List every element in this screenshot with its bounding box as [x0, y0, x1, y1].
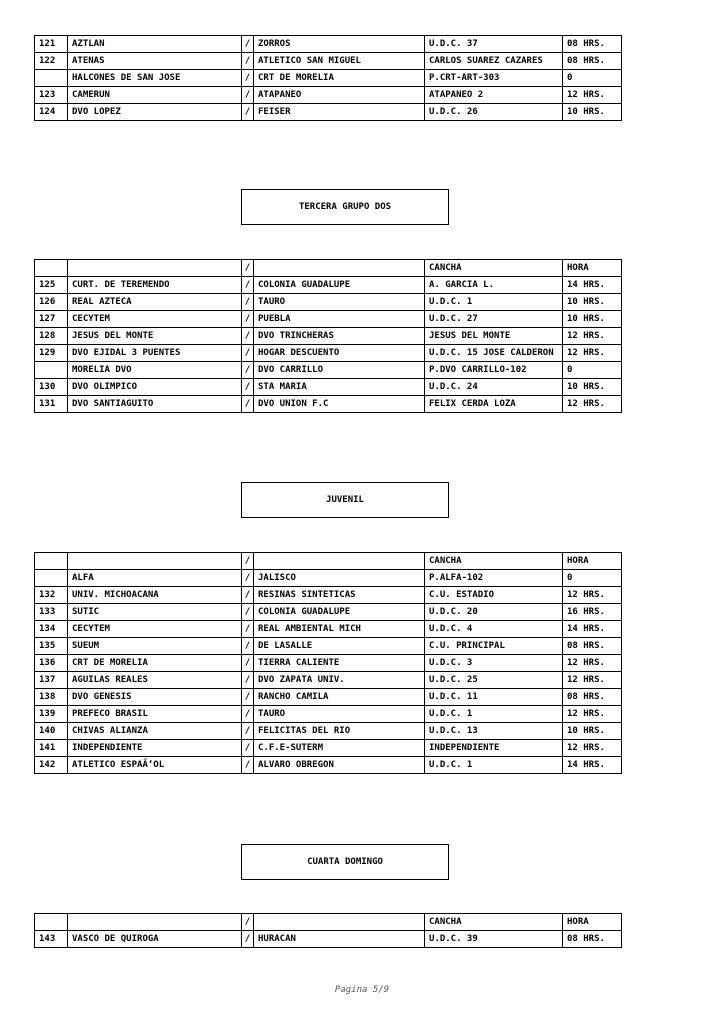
- match-table-continuation: [34, 35, 622, 121]
- table-body: [35, 36, 622, 121]
- table-row: [35, 53, 622, 70]
- home-team: JESUS DEL MONTE: [68, 328, 242, 345]
- home-team: DVO OLIMPICO: [68, 379, 242, 396]
- table-row: [35, 294, 622, 311]
- kickoff-time: 14 HRS.: [563, 757, 622, 774]
- table-row: [35, 672, 622, 689]
- home-team: AGUILAS REALES: [68, 672, 242, 689]
- kickoff-time: 10 HRS.: [563, 294, 622, 311]
- kickoff-time: 12 HRS.: [563, 328, 622, 345]
- venue: U.D.C. 27: [425, 311, 563, 328]
- table-row: [35, 757, 622, 774]
- kickoff-time: 0: [563, 362, 622, 379]
- table-row: [35, 104, 622, 121]
- away-team: ATLETICO SAN MIGUEL: [254, 53, 425, 70]
- header-away-team: [254, 914, 425, 931]
- away-team: COLONIA GUADALUPE: [254, 604, 425, 621]
- header-kickoff-time: HORA: [563, 914, 622, 931]
- table-row: [35, 740, 622, 757]
- table-row: [35, 362, 622, 379]
- match-number: [35, 362, 68, 379]
- kickoff-time: 08 HRS.: [563, 53, 622, 70]
- match-number: 133: [35, 604, 68, 621]
- header-home-team: [68, 553, 242, 570]
- venue: U.D.C. 3: [425, 655, 563, 672]
- kickoff-time: 12 HRS.: [563, 672, 622, 689]
- versus-separator: /: [242, 104, 254, 121]
- versus-separator: /: [242, 689, 254, 706]
- section-title-juvenil: JUVENIL: [241, 482, 449, 518]
- table-row: [35, 604, 622, 621]
- match-number: 131: [35, 396, 68, 413]
- table-row: [35, 87, 622, 104]
- match-number: 127: [35, 311, 68, 328]
- table-body: [35, 260, 622, 413]
- venue: P.DVO CARRILLO-102: [425, 362, 563, 379]
- match-number: 135: [35, 638, 68, 655]
- match-number: 139: [35, 706, 68, 723]
- match-number: 142: [35, 757, 68, 774]
- header-venue: CANCHA: [425, 914, 563, 931]
- venue: JESUS DEL MONTE: [425, 328, 563, 345]
- home-team: MORELIA DVO: [68, 362, 242, 379]
- venue: C.U. ESTADIO: [425, 587, 563, 604]
- away-team: PUEBLA: [254, 311, 425, 328]
- away-team: DVO UNION F.C: [254, 396, 425, 413]
- header-match-number: [35, 553, 68, 570]
- table-row: [35, 655, 622, 672]
- away-team: DVO ZAPATA UNIV.: [254, 672, 425, 689]
- away-team: HOGAR DESCUENTO: [254, 345, 425, 362]
- away-team: FEISER: [254, 104, 425, 121]
- kickoff-time: 08 HRS.: [563, 638, 622, 655]
- kickoff-time: 12 HRS.: [563, 396, 622, 413]
- venue: U.D.C. 1: [425, 706, 563, 723]
- venue: U.D.C. 39: [425, 931, 563, 948]
- table-row: [35, 345, 622, 362]
- kickoff-time: 10 HRS.: [563, 311, 622, 328]
- kickoff-time: 12 HRS.: [563, 345, 622, 362]
- match-number: [35, 570, 68, 587]
- venue: U.D.C. 26: [425, 104, 563, 121]
- away-team: JALISCO: [254, 570, 425, 587]
- venue: U.D.C. 20: [425, 604, 563, 621]
- match-number: 137: [35, 672, 68, 689]
- venue: U.D.C. 24: [425, 379, 563, 396]
- match-number: 134: [35, 621, 68, 638]
- header-match-number: [35, 260, 68, 277]
- venue: A. GARCIA L.: [425, 277, 563, 294]
- header-home-team: [68, 260, 242, 277]
- table-row: [35, 723, 622, 740]
- kickoff-time: 10 HRS.: [563, 379, 622, 396]
- away-team: TIERRA CALIENTE: [254, 655, 425, 672]
- home-team: DVO EJIDAL 3 PUENTES: [68, 345, 242, 362]
- kickoff-time: 0: [563, 70, 622, 87]
- home-team: DVO LOPEZ: [68, 104, 242, 121]
- versus-separator: /: [242, 621, 254, 638]
- table-row: [35, 396, 622, 413]
- header-venue: CANCHA: [425, 260, 563, 277]
- versus-separator: /: [242, 294, 254, 311]
- away-team: ATAPANEO: [254, 87, 425, 104]
- kickoff-time: 12 HRS.: [563, 87, 622, 104]
- home-team: INDEPENDIENTE: [68, 740, 242, 757]
- match-table-cuarta-domingo: [34, 913, 622, 948]
- table-header-row: [35, 914, 622, 931]
- versus-separator: /: [242, 723, 254, 740]
- header-venue: CANCHA: [425, 553, 563, 570]
- match-table-tercera-grupo-dos: [34, 259, 622, 413]
- section-title-cuarta-domingo: CUARTA DOMINGO: [241, 844, 449, 880]
- venue: P.CRT-ART-303: [425, 70, 563, 87]
- table-row: [35, 70, 622, 87]
- kickoff-time: 08 HRS.: [563, 36, 622, 53]
- home-team: REAL AZTECA: [68, 294, 242, 311]
- table-row: [35, 621, 622, 638]
- away-team: DVO TRINCHERAS: [254, 328, 425, 345]
- page-number: Pagina 5/9: [334, 985, 390, 995]
- table-row: [35, 706, 622, 723]
- table-body: [35, 914, 622, 948]
- versus-separator: /: [242, 311, 254, 328]
- home-team: SUEUM: [68, 638, 242, 655]
- table-row: [35, 689, 622, 706]
- venue: U.D.C. 11: [425, 689, 563, 706]
- table-row: [35, 638, 622, 655]
- match-number: 138: [35, 689, 68, 706]
- versus-separator: /: [242, 87, 254, 104]
- venue: U.D.C. 4: [425, 621, 563, 638]
- away-team: REAL AMBIENTAL MICH: [254, 621, 425, 638]
- home-team: ALFA: [68, 570, 242, 587]
- table-row: [35, 277, 622, 294]
- versus-separator: /: [242, 655, 254, 672]
- match-number: 124: [35, 104, 68, 121]
- table-row: [35, 570, 622, 587]
- away-team: STA MARIA: [254, 379, 425, 396]
- kickoff-time: 08 HRS.: [563, 689, 622, 706]
- home-team: DVO SANTIAGUITO: [68, 396, 242, 413]
- kickoff-time: 12 HRS.: [563, 706, 622, 723]
- home-team: ATLETICO ESPAÃ‘OL: [68, 757, 242, 774]
- home-team: DVO GENESIS: [68, 689, 242, 706]
- venue: U.D.C. 1: [425, 757, 563, 774]
- away-team: TAURO: [254, 706, 425, 723]
- match-number: 141: [35, 740, 68, 757]
- home-team: CRT DE MORELIA: [68, 655, 242, 672]
- away-team: RESINAS SINTETICAS: [254, 587, 425, 604]
- kickoff-time: 12 HRS.: [563, 740, 622, 757]
- venue: U.D.C. 15 JOSE CALDERON: [425, 345, 563, 362]
- home-team: CURT. DE TEREMENDO: [68, 277, 242, 294]
- away-team: C.F.E-SUTERM: [254, 740, 425, 757]
- venue: CARLOS SUAREZ CAZARES: [425, 53, 563, 70]
- kickoff-time: 10 HRS.: [563, 104, 622, 121]
- kickoff-time: 10 HRS.: [563, 723, 622, 740]
- kickoff-time: 08 HRS.: [563, 931, 622, 948]
- home-team: HALCONES DE SAN JOSE: [68, 70, 242, 87]
- versus-separator: /: [242, 570, 254, 587]
- home-team: VASCO DE QUIROGA: [68, 931, 242, 948]
- kickoff-time: 12 HRS.: [563, 655, 622, 672]
- versus-separator: /: [242, 740, 254, 757]
- venue: ATAPANEO 2: [425, 87, 563, 104]
- versus-separator: /: [242, 36, 254, 53]
- venue: U.D.C. 37: [425, 36, 563, 53]
- away-team: ALVARO OBREGON: [254, 757, 425, 774]
- home-team: CECYTEM: [68, 621, 242, 638]
- table-header-row: [35, 553, 622, 570]
- header-home-team: [68, 914, 242, 931]
- venue: U.D.C. 25: [425, 672, 563, 689]
- away-team: ZORROS: [254, 36, 425, 53]
- table-row: [35, 311, 622, 328]
- versus-separator: /: [242, 604, 254, 621]
- away-team: FELICITAS DEL RIO: [254, 723, 425, 740]
- venue: FELIX CERDA LOZA: [425, 396, 563, 413]
- home-team: CHIVAS ALIANZA: [68, 723, 242, 740]
- table-row: [35, 379, 622, 396]
- away-team: DE LASALLE: [254, 638, 425, 655]
- match-number: 126: [35, 294, 68, 311]
- header-versus-separator: /: [242, 553, 254, 570]
- match-number: 122: [35, 53, 68, 70]
- kickoff-time: 0: [563, 570, 622, 587]
- venue: U.D.C. 1: [425, 294, 563, 311]
- versus-separator: /: [242, 587, 254, 604]
- table-row: [35, 36, 622, 53]
- header-kickoff-time: HORA: [563, 260, 622, 277]
- match-number: 123: [35, 87, 68, 104]
- home-team: CECYTEM: [68, 311, 242, 328]
- match-number: 132: [35, 587, 68, 604]
- versus-separator: /: [242, 396, 254, 413]
- versus-separator: /: [242, 638, 254, 655]
- match-number: 130: [35, 379, 68, 396]
- versus-separator: /: [242, 70, 254, 87]
- match-number: 140: [35, 723, 68, 740]
- section-title-tercera-grupo-dos: TERCERA GRUPO DOS: [241, 189, 449, 225]
- venue: P.ALFA-102: [425, 570, 563, 587]
- home-team: AZTLAN: [68, 36, 242, 53]
- versus-separator: /: [242, 757, 254, 774]
- home-team: CAMERUN: [68, 87, 242, 104]
- versus-separator: /: [242, 379, 254, 396]
- match-table-juvenil: [34, 552, 622, 774]
- kickoff-time: 14 HRS.: [563, 621, 622, 638]
- versus-separator: /: [242, 672, 254, 689]
- away-team: DVO CARRILLO: [254, 362, 425, 379]
- kickoff-time: 16 HRS.: [563, 604, 622, 621]
- home-team: ATENAS: [68, 53, 242, 70]
- away-team: TAURO: [254, 294, 425, 311]
- away-team: RANCHO CAMILA: [254, 689, 425, 706]
- table-body: [35, 553, 622, 774]
- away-team: COLONIA GUADALUPE: [254, 277, 425, 294]
- away-team: CRT DE MORELIA: [254, 70, 425, 87]
- header-away-team: [254, 260, 425, 277]
- header-away-team: [254, 553, 425, 570]
- venue: C.U. PRINCIPAL: [425, 638, 563, 655]
- venue: INDEPENDIENTE: [425, 740, 563, 757]
- header-versus-separator: /: [242, 260, 254, 277]
- header-versus-separator: /: [242, 914, 254, 931]
- kickoff-time: 12 HRS.: [563, 587, 622, 604]
- match-number: 121: [35, 36, 68, 53]
- header-kickoff-time: HORA: [563, 553, 622, 570]
- versus-separator: /: [242, 931, 254, 948]
- home-team: SUTIC: [68, 604, 242, 621]
- versus-separator: /: [242, 362, 254, 379]
- venue: U.D.C. 13: [425, 723, 563, 740]
- versus-separator: /: [242, 53, 254, 70]
- kickoff-time: 14 HRS.: [563, 277, 622, 294]
- versus-separator: /: [242, 277, 254, 294]
- versus-separator: /: [242, 706, 254, 723]
- table-row: [35, 931, 622, 948]
- match-number: 136: [35, 655, 68, 672]
- table-row: [35, 328, 622, 345]
- match-number: 129: [35, 345, 68, 362]
- home-team: PREFECO BRASIL: [68, 706, 242, 723]
- header-match-number: [35, 914, 68, 931]
- home-team: UNIV. MICHOACANA: [68, 587, 242, 604]
- away-team: HURACAN: [254, 931, 425, 948]
- match-number: 128: [35, 328, 68, 345]
- match-number: 143: [35, 931, 68, 948]
- versus-separator: /: [242, 345, 254, 362]
- match-number: [35, 70, 68, 87]
- match-number: 125: [35, 277, 68, 294]
- versus-separator: /: [242, 328, 254, 345]
- table-header-row: [35, 260, 622, 277]
- table-row: [35, 587, 622, 604]
